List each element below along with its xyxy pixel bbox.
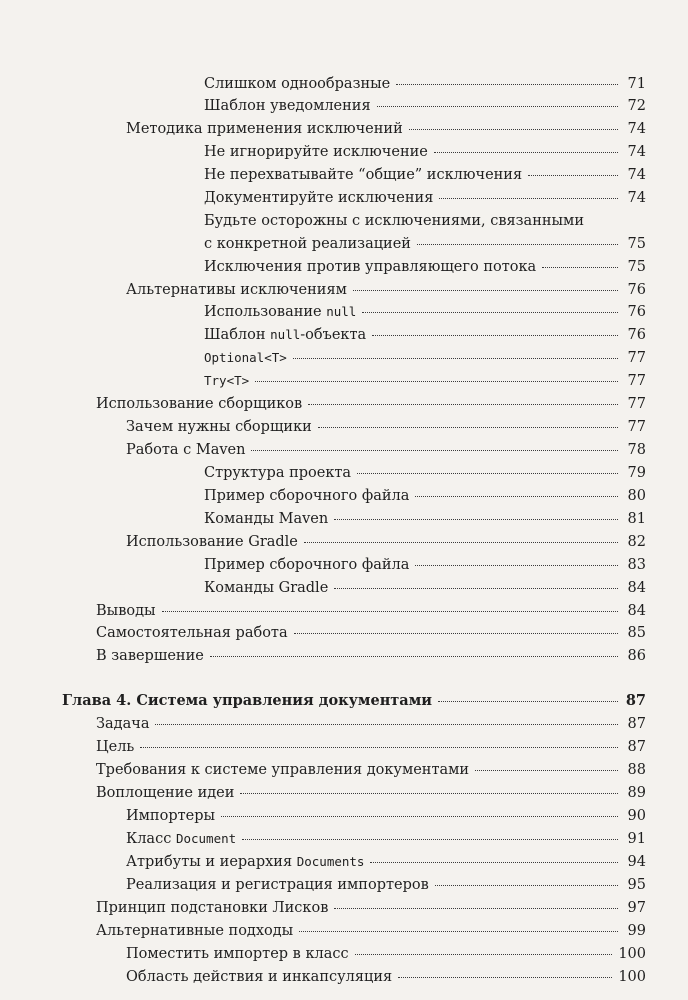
toc-entry-title: Пример сборочного файла <box>204 488 410 504</box>
toc-page-number: 78 <box>627 442 646 458</box>
toc-entry <box>204 143 646 163</box>
toc-dot-leader <box>439 198 618 199</box>
toc-page-number: 97 <box>627 900 646 916</box>
toc-dot-leader <box>355 954 613 955</box>
toc-entry <box>204 97 646 117</box>
toc-page-number: 76 <box>627 282 646 298</box>
toc-entry <box>96 738 646 758</box>
toc-dot-leader <box>415 565 618 566</box>
toc-dot-leader <box>372 335 618 336</box>
toc-entry-title: Структура проекта <box>204 465 352 481</box>
toc-dot-leader <box>528 175 618 176</box>
toc-page-number: 94 <box>627 854 646 870</box>
toc-page-number: 74 <box>627 121 646 137</box>
toc-entry-title: Работа с Maven <box>126 442 246 458</box>
toc-entry <box>96 715 646 735</box>
toc-page-number: 91 <box>627 831 646 847</box>
toc-dot-leader <box>242 839 618 840</box>
toc-entry-title: Не игнорируйте исключение <box>204 144 428 160</box>
toc-entry <box>96 624 646 644</box>
toc-entry-code: Try<T> <box>204 373 250 388</box>
toc-page-number: 71 <box>627 76 646 92</box>
toc-entry-code: null <box>326 304 357 319</box>
toc-page-number: 75 <box>627 236 646 252</box>
toc-dot-leader <box>240 793 618 794</box>
toc-dot-leader <box>251 450 618 451</box>
toc-page-number: 84 <box>627 580 646 596</box>
toc-entry <box>96 647 646 667</box>
toc-dot-leader <box>357 473 618 474</box>
toc-entry-code: Document <box>175 831 237 846</box>
toc-page-number: 81 <box>627 511 646 527</box>
toc-dot-leader <box>362 312 618 313</box>
toc-entry-title: Требования к системе управления документами <box>96 762 470 778</box>
toc-dot-leader <box>318 427 618 428</box>
toc-dot-leader <box>293 358 618 359</box>
toc-page-number: 72 <box>627 98 646 114</box>
toc-page-number: 79 <box>627 465 646 481</box>
toc-dot-leader <box>398 977 612 978</box>
toc-dot-leader <box>542 267 618 268</box>
toc-entry-title: Воплощение идеи <box>96 785 235 801</box>
toc-entry <box>126 876 646 896</box>
toc-entry <box>204 510 646 530</box>
toc-entry <box>204 303 646 323</box>
toc-entry-title: Будьте осторожны с исключениями, связанными <box>204 213 585 229</box>
toc-entry-title: Зачем нужны сборщики <box>126 419 312 435</box>
toc-entry-title <box>204 326 366 344</box>
toc-dot-leader <box>162 611 618 612</box>
toc-dot-leader <box>409 129 618 130</box>
toc-entry-title: Цель <box>96 739 135 755</box>
toc-entry <box>126 281 646 301</box>
toc-entry <box>204 556 646 576</box>
toc-page-number: 87 <box>627 716 646 732</box>
toc-entry-title-text: Атрибуты и иерархия <box>126 854 297 870</box>
toc-entry <box>204 487 646 507</box>
toc-entry <box>126 533 646 553</box>
toc-entry <box>96 922 646 942</box>
toc-dot-leader <box>304 542 618 543</box>
toc-entry-title: Шаблон уведомления <box>204 98 371 114</box>
toc-entry <box>96 784 646 804</box>
toc-entry <box>204 464 646 484</box>
toc-page-number: 100 <box>618 946 646 962</box>
toc-page-number: 87 <box>625 692 646 709</box>
toc-page-number: 99 <box>627 923 646 939</box>
toc-dot-leader <box>294 633 618 634</box>
toc-entry <box>204 258 646 278</box>
toc-entry-title: Принцип подстановки Лисков <box>96 900 329 916</box>
toc-entry-title-text: -объекта <box>300 327 367 343</box>
toc-dot-leader <box>299 931 618 932</box>
toc-entry <box>204 372 646 392</box>
toc-entry <box>204 326 646 346</box>
toc-entry-title: Команды Maven <box>204 511 329 527</box>
toc-page-number: 90 <box>627 808 646 824</box>
toc-dot-leader <box>140 747 618 748</box>
toc-page-number: 84 <box>627 603 646 619</box>
toc-entry-title <box>204 372 249 390</box>
toc-entry <box>126 807 646 827</box>
toc-entry <box>126 945 646 965</box>
toc-entry <box>204 349 646 369</box>
toc-page-number: 74 <box>627 190 646 206</box>
toc-dot-leader <box>334 908 618 909</box>
toc-entry-title: Документируйте исключения <box>204 190 434 206</box>
toc-page-number: 95 <box>627 877 646 893</box>
toc-dot-leader <box>370 862 618 863</box>
toc-entry <box>126 441 646 461</box>
toc-entry-code: Optional<T> <box>204 350 287 365</box>
toc-entry-title: Область действия и инкапсуляция <box>126 969 393 985</box>
toc-entry-title: Альтернативные подходы <box>96 923 294 939</box>
toc-dot-leader <box>415 496 618 497</box>
toc-entry-title: Реализация и регистрация импортеров <box>126 877 429 893</box>
toc-dot-leader <box>435 885 618 886</box>
toc-entry-title: Использование Gradle <box>126 534 298 550</box>
toc-entry-title-text: Класс <box>126 831 176 847</box>
toc-entry <box>126 120 646 140</box>
toc-entry-title <box>126 853 364 871</box>
toc-dot-leader <box>155 724 618 725</box>
toc-dot-leader <box>353 290 618 291</box>
toc-dot-leader <box>417 244 618 245</box>
toc-entry-title: Импортеры <box>126 808 216 824</box>
toc-page-number: 88 <box>627 762 646 778</box>
toc-dot-leader <box>434 152 618 153</box>
toc-entry <box>96 899 646 919</box>
toc-entry <box>204 166 646 186</box>
toc-page-number: 87 <box>627 739 646 755</box>
toc-page-number: 74 <box>627 167 646 183</box>
toc-entry-title: Выводы <box>96 603 156 619</box>
toc-page-number: 77 <box>627 350 646 366</box>
toc-entry-title-text: Использование <box>204 304 327 320</box>
toc-dot-leader <box>377 106 618 107</box>
toc-dot-leader <box>210 656 618 657</box>
toc-page-number: 77 <box>627 419 646 435</box>
toc-dot-leader <box>308 404 618 405</box>
toc-entry-title <box>204 303 356 321</box>
toc-dot-leader <box>475 770 618 771</box>
toc-entry <box>204 212 646 232</box>
toc-entry <box>204 579 646 599</box>
toc-entry <box>204 235 646 255</box>
toc-page-number: 77 <box>627 396 646 412</box>
toc-entry-title: Методика применения исключений <box>126 121 403 137</box>
toc-entry-title: Не перехватывайте “общие” исключения <box>204 167 523 183</box>
toc-entry-title: Самостоятельная работа <box>96 625 288 641</box>
toc-entry-code: null <box>270 327 301 342</box>
toc-entry-title: с конкретной реализацией <box>204 236 411 252</box>
toc-entry-title: Задача <box>96 716 150 732</box>
toc-dot-leader <box>334 588 618 589</box>
toc-dot-leader <box>438 701 618 702</box>
toc-entry <box>96 761 646 781</box>
toc-chapter-entry <box>62 692 646 712</box>
toc-page-number: 100 <box>618 969 646 985</box>
toc-entry-title: Глава 4. Система управления документами <box>62 692 433 709</box>
toc-entry <box>126 853 646 873</box>
toc-dot-leader <box>334 519 618 520</box>
toc-page-number: 77 <box>627 373 646 389</box>
toc-page-number: 74 <box>627 144 646 160</box>
toc-page-number: 76 <box>627 304 646 320</box>
toc-page-number: 80 <box>627 488 646 504</box>
toc-entry-title-text: Шаблон <box>204 327 271 343</box>
toc-entry-title: Слишком однообразные <box>204 76 391 92</box>
toc-page-number: 75 <box>627 259 646 275</box>
toc-entry <box>204 75 646 95</box>
toc-entry-title: Использование сборщиков <box>96 396 303 412</box>
toc-entry <box>126 418 646 438</box>
toc-entry-title <box>126 830 236 848</box>
toc-entry <box>126 830 646 850</box>
toc-page-number: 83 <box>627 557 646 573</box>
toc-entry <box>126 968 646 988</box>
toc-page-number: 85 <box>627 625 646 641</box>
toc-entry-title: Пример сборочного файла <box>204 557 410 573</box>
toc-entry <box>96 395 646 415</box>
toc-page-number: 76 <box>627 327 646 343</box>
toc-page-number: 82 <box>627 534 646 550</box>
toc-page-number: 89 <box>627 785 646 801</box>
toc-page-number: 86 <box>627 648 646 664</box>
toc-entry-title: Исключения против управляющего потока <box>204 259 537 275</box>
toc-entry-title: Альтернативы исключениям <box>126 282 347 298</box>
toc-dot-leader <box>255 381 618 382</box>
toc-dot-leader <box>396 84 618 85</box>
toc-entry-title: Команды Gradle <box>204 580 329 596</box>
toc-entry-title: Поместить импортер в класс <box>126 946 349 962</box>
toc-entry-code: Documents <box>296 854 365 869</box>
toc-entry-title <box>204 349 287 367</box>
toc-entry <box>96 602 646 622</box>
toc-entry <box>204 189 646 209</box>
toc-dot-leader <box>221 816 618 817</box>
toc-entry-title: В завершение <box>96 648 204 664</box>
